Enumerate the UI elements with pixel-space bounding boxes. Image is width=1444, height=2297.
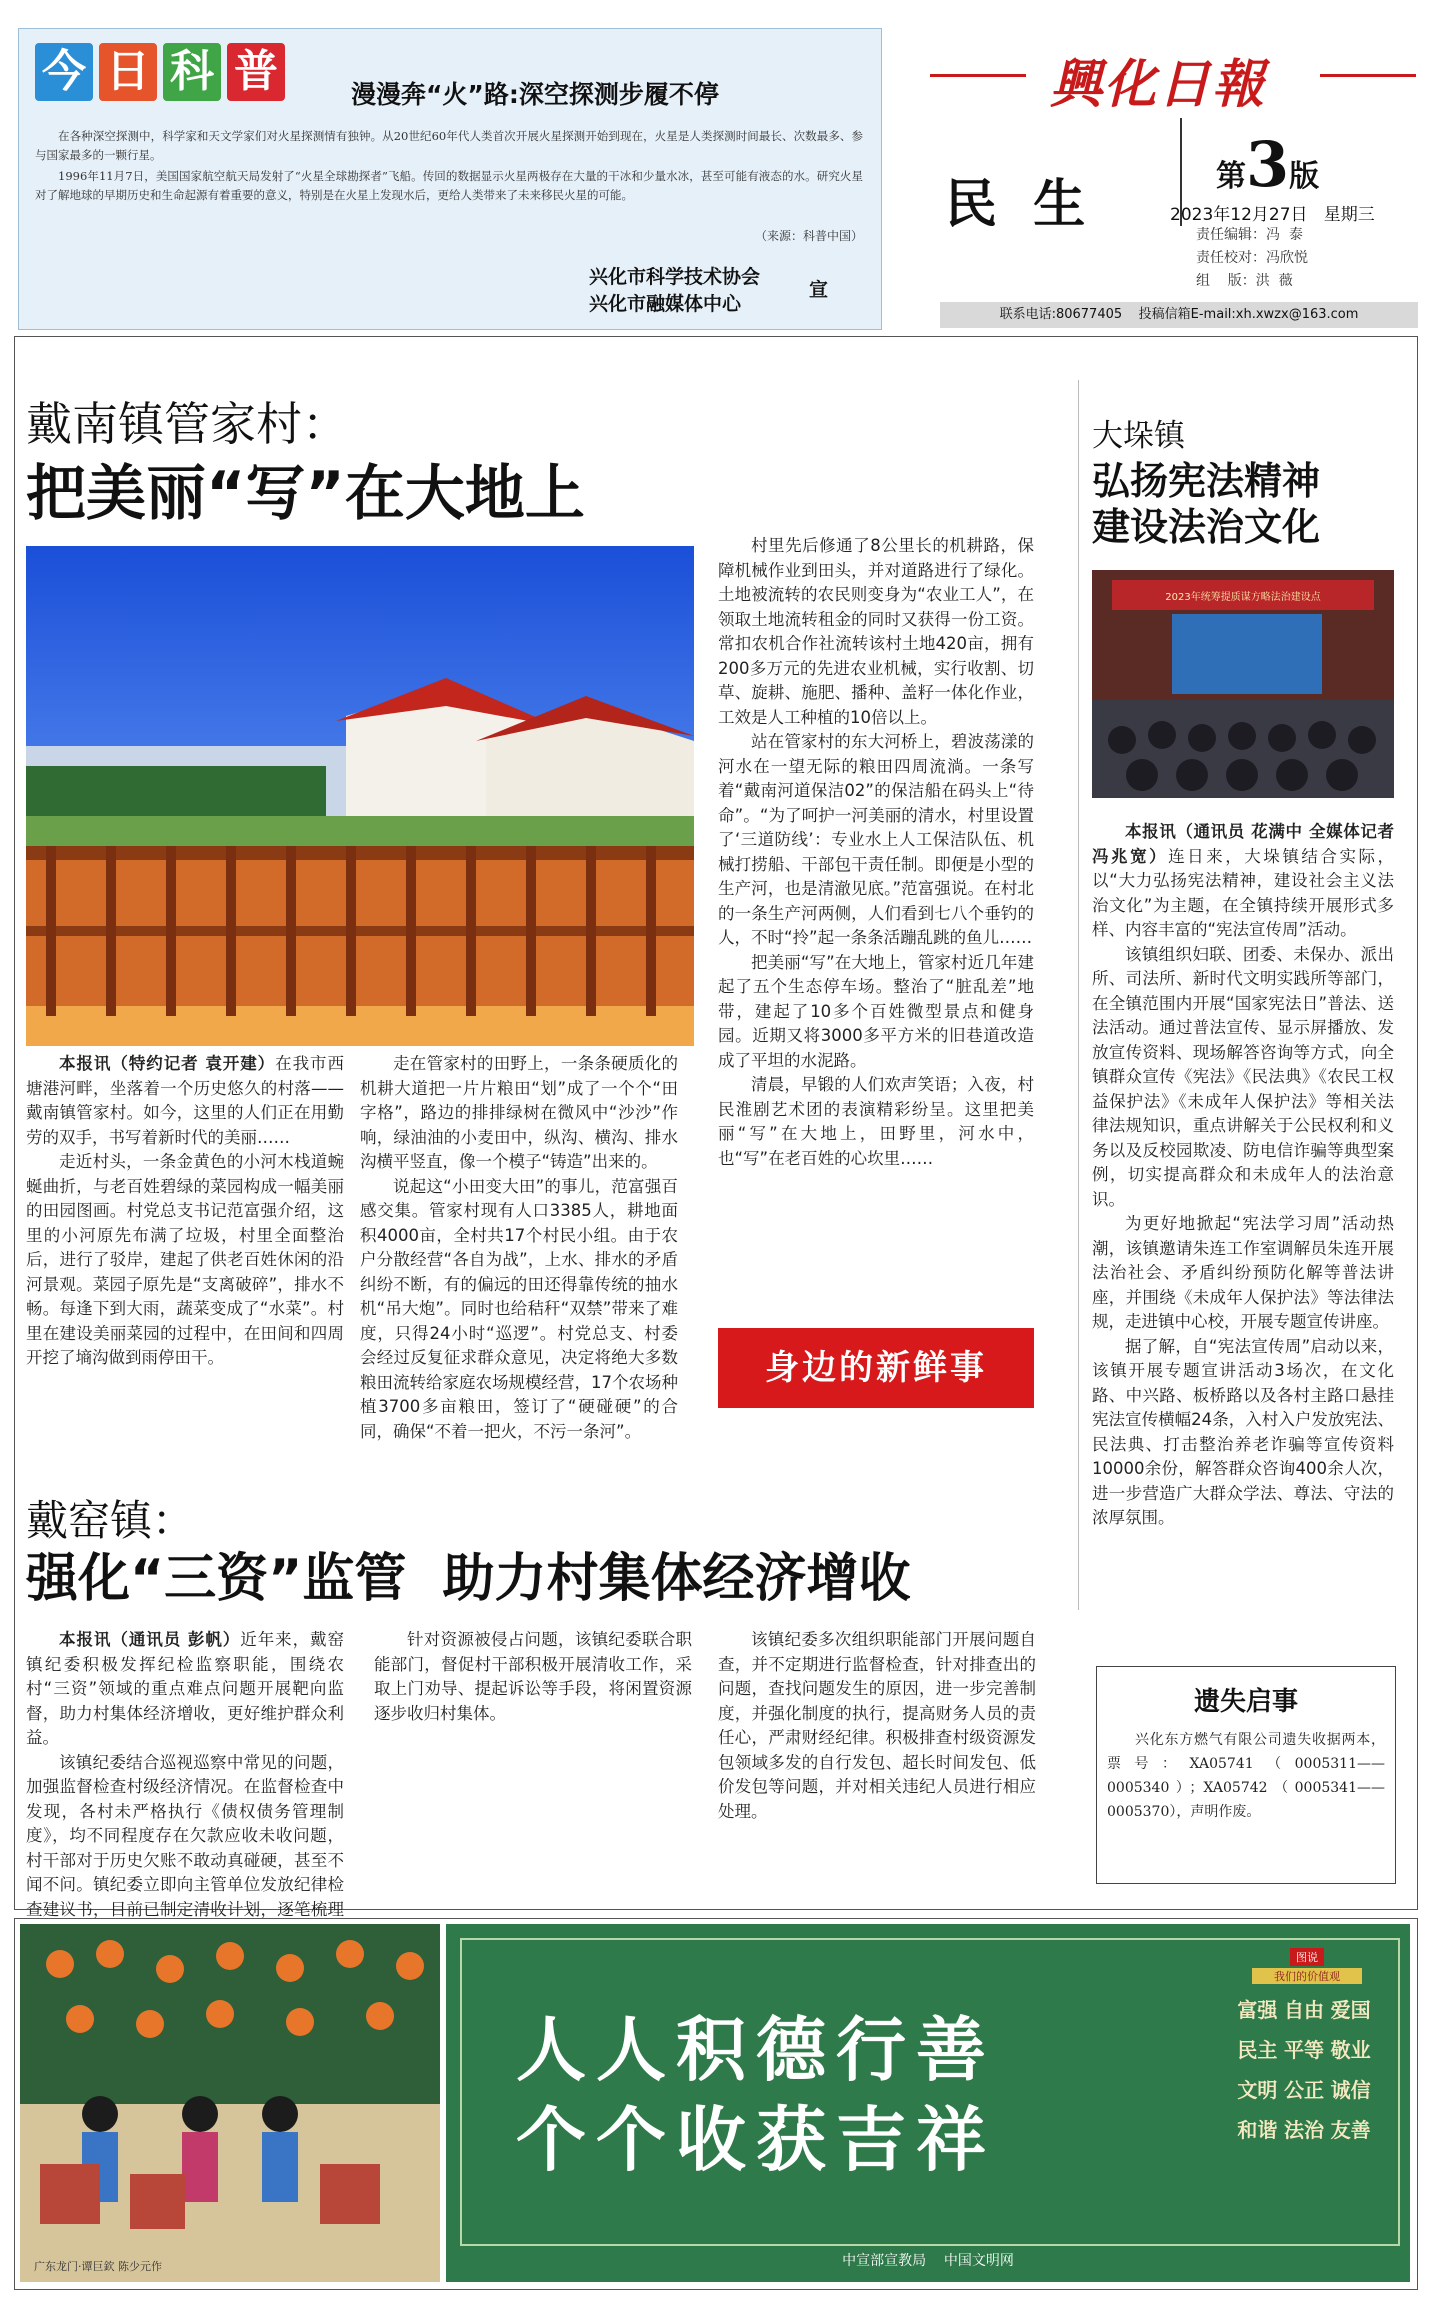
kepu-source: （来源：科普中国） [754, 229, 863, 243]
page-number-block [1216, 128, 1319, 201]
core-value: 民主 [1237, 2038, 1278, 2062]
core-value: 和谐 [1237, 2118, 1278, 2142]
article2-body [1092, 820, 1394, 1531]
core-value: 自由 [1283, 1998, 1324, 2022]
article3-kicker: 戴窑镇： [26, 1496, 195, 1545]
article2-kicker: 大垛镇 [1092, 418, 1185, 454]
article1-col3 [718, 534, 1034, 1314]
article2-p3: 为更好地掀起“宪法学习周”活动热潮，该镇邀请朱连工作室调解员朱连开展法治社会、矛盾纠纷预防化解等普法讲座，并围绕《未成年人保护法》等法律法规，走进镇中心校，开展专题宣传讲座。 [1092, 1214, 1394, 1331]
article3-byline: 本报讯（通讯员 彭帆） [59, 1630, 241, 1649]
ad-slogan-2: 个个收获吉祥 [516, 2098, 996, 2181]
core-value: 平等 [1283, 2038, 1324, 2062]
layout-credit: 组 版：洪 薇 [1196, 273, 1293, 289]
ad-slogan-1: 人人积德行善 [516, 2008, 996, 2091]
core-value: 法治 [1283, 2118, 1324, 2142]
notice-text: 兴化东方燃气有限公司遗失收据两本，票号：XA05741（0005311——0005340）；XA05742（0005341——0005370），声明作废。 [1107, 1732, 1385, 1820]
editor-credit: 责任编辑：冯 泰 [1196, 227, 1303, 243]
kepu-banner [18, 28, 882, 330]
article3-p3: 针对资源被侵占问题，该镇纪委联合职能部门，督促村干部积极开展清收工作，采取上门劝导、提起诉讼等手段，将闲置资源逐步收归村集体。 [374, 1630, 692, 1723]
kepu-para-2: 1996年11月7日，美国国家航空航天局发射了“火星全球勘探者”飞船。传回的数据显示火星两极存在大量的干冰和少量水冰，甚至可能有液态的水。研究火星对了解地球的早期历史和生命起源有着重要的意义，特别是在火星上发现水后，更给人类带来了未来移民火星的可能。 [35, 169, 863, 202]
article1-p5: 村里先后修通了8公里长的机耕路，保障机械作业到田头，并对道路进行了绿化。土地被流转的农民则变身为“农业工人”，在领取土地流转租金的同时又获得一份工资。常扣农机合作社流转该村土地420亩，拥有200多万元的先进农业机械，实行收割、切草、旋耕、施肥、播种、盖籽一体化作业，工效是人工种植的10倍以上。 [718, 536, 1034, 727]
page-number: 3 [1246, 128, 1290, 201]
article3-headline: 强化“三资”监管 助力村集体经济增收 [26, 1549, 911, 1609]
section-name: 民 生 [945, 174, 1086, 235]
article3-p1: 近年来，戴窑镇纪委积极发挥纪检监察职能，围绕农村“三资”领域的重点难点问题开展靶向监督，助力村集体经济增收，更好维护群众利益。 [26, 1630, 344, 1747]
core-value: 富强 [1237, 1998, 1278, 2022]
article2-p2: 该镇组织妇联、团委、未保办、派出所、司法所、新时代文明实践所等部门，在全镇范围内开展“国家宪法日”普法、送法活动。通过普法宣传、显示屏播放、发放宣传资料、现场解答咨询等方式，向全镇群众宣传《宪法》《民法典》《农民工权益保护法》《未成年人保护法》等相关法律法规知识，重点讲解关于公民权利和义务以及反校园欺凌、防电信诈骗等典型案例，切实提高群众和未成年人的法治意识。 [1092, 944, 1394, 1209]
article1-col1 [26, 1052, 344, 1371]
article1-col2 [360, 1052, 678, 1444]
ad-slogan-panel [446, 1924, 1410, 2282]
core-value: 文明 [1237, 2078, 1278, 2102]
article2-p4: 据了解，自“宪法宣传周”启动以来，该镇开展专题宣讲活动3场次，在文化路、中兴路、板桥路以及各村主路口悬挂宪法宣传横幅24条，入村入户发放宪法、民法典、打击整治养老诈骗等宣传资料10000余份，解答群众咨询400余人次，进一步营造广大群众学法、尊法、守法的浓厚氛围。 [1092, 1336, 1394, 1527]
article1-kicker: 戴南镇管家村： [26, 397, 348, 451]
ad-tag [1252, 1946, 1362, 1984]
core-value: 公正 [1283, 2078, 1324, 2102]
kepu-char-4: 普 [227, 43, 285, 101]
core-value: 爱国 [1330, 1998, 1371, 2022]
kepu-char-3: 科 [163, 43, 221, 101]
paper-name: 興化日報 [1050, 54, 1267, 115]
article1-p2: 走近村头，一条金黄色的小河木栈道蜿蜒曲折，与老百姓碧绿的菜园构成一幅美丽的田园图画。村党总支书记范富强介绍，这里的小河原先布满了垃圾，村里全面整治后，进行了驳岸，建起了供老百姓休闲的沿河景观。菜园子原先是“支离破碎”，排水不畅。每逢下到大雨，蔬菜变成了“水菜”。村里在建设美丽菜园的过程中，在田间和四周开挖了墒沟做到雨停田干。 [26, 1152, 344, 1367]
article1-p8: 清晨，早锻的人们欢声笑语；入夜，村民淮剧艺术团的表演精彩纷呈。这里把美丽“写”在大地上，田野里，河水中，也“写”在老百姓的心坎里…… [718, 1075, 1034, 1168]
kepu-char-1: 今 [35, 43, 93, 101]
article1-p4: 说起这“小田变大田”的事儿，范富强百感交集。管家村现有人口3385人，耕地面积4000亩，全村共17个村民小组。由于农户分散经营“各自为战”，上水、排水的矛盾纠纷不断，有的偏远的田还得靠传统的抽水机“吊大炮”。同时也给秸秆“双禁”带来了难度，只得24小时“巡逻”。村党总支、村委会经过反复征求群众意见，决定将绝大多数粮田流转给家庭农场规模经营，17个农场种植3700多亩粮田，签订了“硬碰硬”的合同，确保“不着一把火，不污一条河”。 [360, 1176, 678, 1441]
article1-photo [26, 546, 694, 1046]
ad-tag-main: 我们的价值观 [1252, 1968, 1362, 1984]
kepu-title: 漫漫奔“火”路:深空探测步履不停 [351, 80, 719, 109]
article2-byline: 本报讯（通讯员 花满中 全媒体记者 冯兆宽） [1092, 822, 1394, 866]
article1-p6: 站在管家村的东大河桥上，碧波荡漾的河水在一望无际的粮田四周流淌。一条写着“戴南河道保洁02”的保洁船在码头上“待命”。“为了呵护一河美丽的清水，村里设置了‘三道防线’：专业水上人工保洁队伍、机械打捞船、干部包干责任制。即便是小型的生产河，也是清澈见底。”范富强说。在村北的一条生产河两侧，人们看到七八个垂钓的人，不时“拎”起一条条活蹦乱跳的鱼儿…… [718, 732, 1034, 947]
article2-photo [1092, 570, 1394, 798]
column-divider [1078, 380, 1079, 1610]
article3-p4: 该镇纪委多次组织职能部门开展问题自查，并不定期进行监督检查，针对排查出的问题，查找问题发生的原因，进一步完善制度，并强化制度的执行，提高财务人员的责任心，严肃财经纪律。积极排查村级资源发包领域多发的自行发包、超长时间发包、低价发包等问题，并对相关违纪人员进行相应处理。 [718, 1630, 1036, 1821]
article3-p2: 该镇纪委结合巡视巡察中常见的问题，加强监督检查村级经济情况。在监督检查中发现，各村未严格执行《债权债务管理制度》，均不同程度存在欠款应收未收问题，村干部对于历史欠账不敢动真碰硬，甚至不闻不问。镇纪委立即向主管单位发放纪律检查建议书，目前已制定清收计划，逐笔梳理 [26, 1752, 344, 1919]
lost-notice [1096, 1666, 1396, 1884]
contact-bar: 联系电话:80677405 投稿信箱E-mail:xh.xwzx@163.com [940, 302, 1418, 328]
sponsor-2: 兴化市融媒体中心 [589, 293, 742, 315]
core-value: 诚信 [1330, 2078, 1371, 2102]
page-suffix: 版 [1289, 159, 1320, 194]
sponsor-1: 兴化市科学技术协会 [589, 266, 761, 288]
article2-photo-banner: 2023年统筹提质谋方略法治建设点 [1165, 592, 1321, 603]
article3-col3 [718, 1628, 1036, 1824]
ad-tag-top: 图说 [1290, 1948, 1324, 1966]
masthead-rule-left [930, 74, 1026, 77]
core-values-grid [1234, 1994, 1374, 2154]
ad-painting [20, 1924, 440, 2282]
article1-p7: 把美丽“写”在大地上，管家村近几年建起了五个生态停车场。整治了“脏乱差”地带，建起了10多个百姓微型景点和健身园。近期又将3000多平方米的旧巷道改造成了平坦的水泥路。 [718, 952, 1034, 1070]
article1-headline: 把美丽“写”在大地上 [26, 459, 585, 529]
ad-publisher: 中宣部宣教局 中国文明网 [842, 2253, 1014, 2269]
article1-p3: 走在管家村的田野上，一条条硬质化的机耕大道把一片片粮田“划”成了一个个“田字格”，路边的排排绿树在微风中“沙沙”作响，绿油油的小麦田中，纵沟、横沟、排水沟横平竖直，像一个模子“铸造”出来的。 [360, 1054, 678, 1171]
issue-date: 2023年12月27日 星期三 [1170, 205, 1375, 225]
red-section-label: 身边的新鲜事 [718, 1328, 1034, 1408]
notice-title: 遗失启事 [1193, 1687, 1298, 1717]
core-value: 友善 [1330, 2118, 1371, 2142]
article3-col2 [374, 1628, 692, 1726]
article2-headline-1: 弘扬宪法精神 [1092, 459, 1321, 503]
article1-byline: 本报讯（特约记者 袁开建） [59, 1054, 276, 1073]
core-value: 敬业 [1330, 2038, 1371, 2062]
kepu-char-2: 日 [99, 43, 157, 101]
ad-credit: 广东龙门·谭巨欽 陈少元作 [34, 2260, 162, 2273]
sponsor-suffix: 宣 [809, 279, 829, 301]
article2-p1: 连日来，大垛镇结合实际，以“大力弘扬宪法精神，建设社会主义法治文化”为主题，在全镇持续开展形式多样、内容丰富的“宪法宣传周”活动。 [1092, 846, 1395, 939]
masthead-rule-right [1320, 74, 1416, 77]
article2-headline-2: 建设法治文化 [1092, 505, 1321, 549]
article1-p1: 在我市西塘港河畔，坐落着一个历史悠久的村落——戴南镇管家村。如今，这里的人们正在用勤劳的双手，书写着新时代的美丽…… [26, 1054, 344, 1147]
proofreader-credit: 责任校对：冯欣悦 [1196, 250, 1308, 266]
page-prefix: 第 [1216, 159, 1246, 194]
kepu-para-1: 在各种深空探测中，科学家和天文学家们对火星探测情有独钟。从20世纪60年代人类首次开展火星探测开始到现在，火星是人类探测时间最长、次数最多、参与国家最多的一颗行星。 [35, 129, 863, 162]
